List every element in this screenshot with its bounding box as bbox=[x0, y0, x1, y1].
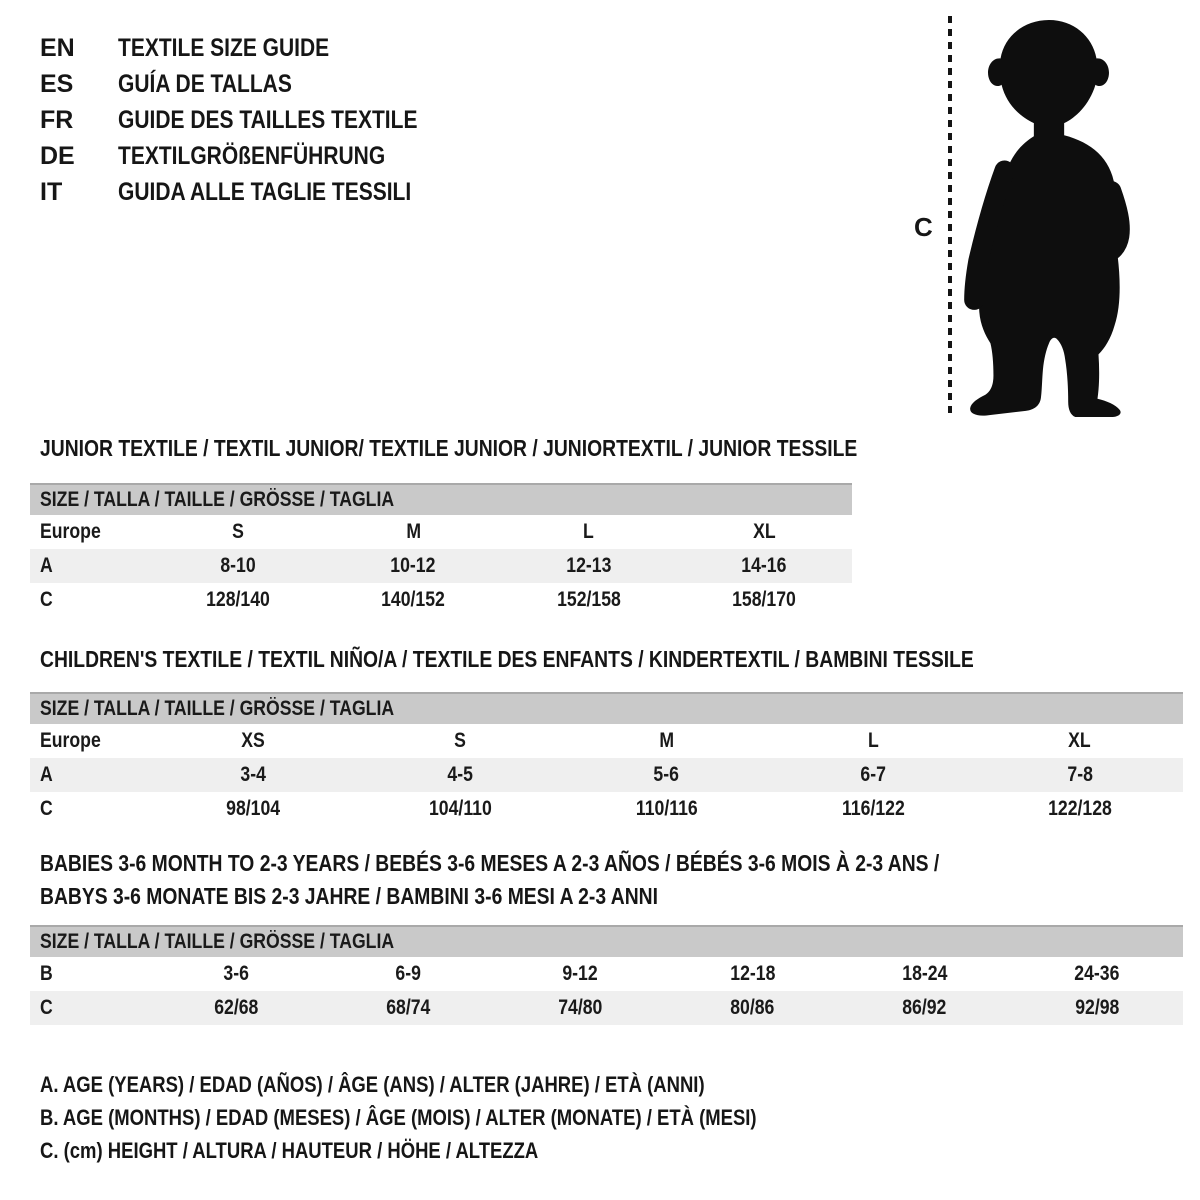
size-cell bbox=[357, 792, 564, 826]
size-cell bbox=[563, 792, 770, 826]
size-cell bbox=[976, 758, 1183, 792]
row-label-cell bbox=[30, 724, 150, 758]
size-value: 4-5 bbox=[447, 763, 473, 786]
size-cell bbox=[770, 758, 977, 792]
children-size-table bbox=[30, 692, 1183, 826]
size-cell bbox=[1011, 957, 1183, 991]
language-code: DE bbox=[40, 141, 75, 170]
size-value: 14-16 bbox=[741, 554, 787, 577]
size-value: 18-24 bbox=[902, 962, 948, 985]
size-value: 7-8 bbox=[1066, 763, 1093, 786]
language-code: EN bbox=[40, 33, 75, 62]
row-label: B bbox=[40, 962, 53, 985]
language-row-es bbox=[40, 66, 475, 102]
row-label: Europe bbox=[40, 729, 101, 752]
size-value: 116/122 bbox=[841, 797, 905, 820]
size-cell bbox=[501, 549, 677, 583]
language-row-de bbox=[40, 138, 475, 174]
language-row-en bbox=[40, 30, 475, 66]
size-value: 128/140 bbox=[205, 588, 270, 611]
legend-text-b: B. AGE (MONTHS) / EDAD (MESES) / ÂGE (MOIS) / ALTER (MONATE) / ETÀ (MESI) bbox=[40, 1104, 757, 1130]
size-cell bbox=[150, 758, 357, 792]
size-value: M bbox=[405, 520, 421, 543]
size-header-text: SIZE / TALLA / TAILLE / GRÖSSE / TAGLIA bbox=[40, 930, 395, 953]
row-label: C bbox=[40, 797, 53, 820]
size-cell bbox=[563, 724, 770, 758]
language-title: GUIDA ALLE TAGLIE TESSILI bbox=[118, 177, 412, 206]
row-label-cell bbox=[30, 549, 150, 583]
size-value: 140/152 bbox=[381, 588, 446, 611]
children-section-title-text: CHILDREN'S TEXTILE / TEXTIL NIÑO/A / TEXTILE DES ENFANTS / KINDERTEXTIL / BAMBINI TESSILE bbox=[40, 646, 974, 672]
size-value: S bbox=[453, 729, 466, 752]
row-label-cell bbox=[30, 515, 150, 549]
size-value: 8-10 bbox=[220, 554, 256, 577]
language-row-fr bbox=[40, 102, 475, 138]
table-row-height bbox=[30, 792, 1183, 826]
size-value: 12-18 bbox=[729, 962, 776, 985]
size-value: 104/110 bbox=[428, 797, 492, 820]
table-row-europe bbox=[30, 515, 852, 549]
size-value: 110/116 bbox=[635, 797, 698, 820]
children-section-title bbox=[40, 646, 1152, 672]
size-cell bbox=[501, 515, 677, 549]
babies-section-title-text2: BABYS 3-6 MONATE BIS 2-3 JAHRE / BAMBINI 3-6 MESI A 2-3 ANNI bbox=[40, 883, 658, 909]
row-label-cell bbox=[30, 758, 150, 792]
size-cell bbox=[563, 758, 770, 792]
size-value: L bbox=[583, 520, 595, 543]
size-value: 3-6 bbox=[223, 962, 249, 985]
table-header-row bbox=[30, 693, 1183, 724]
junior-section-title-text: JUNIOR TEXTILE / TEXTIL JUNIOR/ TEXTILE JUNIOR / JUNIORTEXTIL / JUNIOR TESSILE bbox=[40, 435, 858, 461]
size-cell bbox=[677, 583, 853, 617]
size-cell bbox=[322, 957, 494, 991]
table-row-height bbox=[30, 991, 1183, 1025]
size-value: 24-36 bbox=[1074, 962, 1120, 985]
size-value: 10-12 bbox=[390, 554, 436, 577]
legend-line-a bbox=[40, 1068, 893, 1101]
size-cell bbox=[976, 724, 1183, 758]
size-value: S bbox=[231, 520, 244, 543]
size-cell bbox=[326, 515, 502, 549]
size-cell bbox=[677, 549, 853, 583]
language-code: FR bbox=[40, 105, 74, 134]
size-header-cell bbox=[30, 693, 1183, 724]
legend-line-c bbox=[40, 1134, 893, 1167]
height-dashed-line bbox=[948, 16, 952, 416]
size-cell bbox=[666, 957, 838, 991]
babies-section-title-line1 bbox=[40, 850, 1111, 876]
language-title: GUÍA DE TALLAS bbox=[118, 69, 292, 98]
legend-text-a: A. AGE (YEARS) / EDAD (AÑOS) / ÂGE (ANS) / ALTER (JAHRE) / ETÀ (ANNI) bbox=[40, 1071, 705, 1097]
size-value: 5-6 bbox=[653, 763, 680, 786]
size-cell bbox=[1011, 991, 1183, 1025]
size-cell bbox=[677, 515, 853, 549]
size-value: 74/80 bbox=[558, 996, 603, 1019]
size-value: 3-4 bbox=[240, 763, 267, 786]
language-title: GUIDE DES TAILLES TEXTILE bbox=[118, 105, 418, 134]
size-cell bbox=[501, 583, 677, 617]
row-label: Europe bbox=[40, 520, 101, 543]
size-cell bbox=[770, 792, 977, 826]
size-value: 122/128 bbox=[1047, 797, 1112, 820]
size-cell bbox=[976, 792, 1183, 826]
row-label-cell bbox=[30, 792, 150, 826]
size-cell bbox=[839, 957, 1011, 991]
size-value: 6-7 bbox=[860, 763, 886, 786]
row-label-cell bbox=[30, 957, 150, 991]
size-value: XL bbox=[1068, 729, 1091, 752]
babies-section-title-text1: BABIES 3-6 MONTH TO 2-3 YEARS / BEBÉS 3-6 MESES A 2-3 AÑOS / BÉBÉS 3-6 MOIS À 2-3 ANS / bbox=[40, 850, 940, 876]
size-header-cell bbox=[30, 484, 852, 515]
size-cell bbox=[150, 583, 326, 617]
language-row-it bbox=[40, 174, 475, 210]
size-value: 158/170 bbox=[732, 588, 797, 611]
size-value: 98/104 bbox=[226, 797, 281, 820]
legend bbox=[40, 1068, 893, 1167]
height-measure-label: C bbox=[914, 212, 933, 242]
size-cell bbox=[326, 549, 502, 583]
size-cell bbox=[770, 724, 977, 758]
table-row-europe bbox=[30, 724, 1183, 758]
size-header-text: SIZE / TALLA / TAILLE / GRÖSSE / TAGLIA bbox=[40, 697, 395, 720]
size-cell bbox=[322, 991, 494, 1025]
size-cell bbox=[357, 758, 564, 792]
size-value: 152/158 bbox=[556, 588, 621, 611]
row-label-cell bbox=[30, 991, 150, 1025]
size-value: XS bbox=[241, 729, 266, 752]
table-row-age bbox=[30, 758, 1183, 792]
size-value: 12-13 bbox=[566, 554, 612, 577]
babies-section-title-line2 bbox=[40, 883, 776, 909]
size-value: L bbox=[867, 729, 879, 752]
babies-size-table bbox=[30, 925, 1183, 1025]
size-header-text: SIZE / TALLA / TAILLE / GRÖSSE / TAGLIA bbox=[40, 488, 395, 511]
size-value: XL bbox=[752, 520, 776, 543]
size-cell bbox=[150, 991, 322, 1025]
language-list bbox=[40, 30, 475, 210]
language-title: TEXTILE SIZE GUIDE bbox=[118, 33, 330, 62]
language-code: IT bbox=[40, 177, 63, 206]
size-cell bbox=[150, 792, 357, 826]
size-cell bbox=[839, 991, 1011, 1025]
size-cell bbox=[326, 583, 502, 617]
row-label: C bbox=[40, 996, 53, 1019]
size-cell bbox=[666, 991, 838, 1025]
size-value: M bbox=[659, 729, 674, 752]
junior-size-table bbox=[30, 483, 852, 617]
legend-text-c: C. (cm) HEIGHT / ALTURA / HAUTEUR / HÖHE / ALTEZZA bbox=[40, 1137, 539, 1163]
size-value: 68/74 bbox=[386, 996, 431, 1019]
row-label: A bbox=[40, 763, 53, 786]
size-value: 9-12 bbox=[562, 962, 599, 985]
size-value: 92/98 bbox=[1074, 996, 1119, 1019]
table-header-row bbox=[30, 484, 852, 515]
legend-line-b bbox=[40, 1101, 893, 1134]
size-cell bbox=[150, 957, 322, 991]
language-code: ES bbox=[40, 69, 74, 98]
size-cell bbox=[494, 957, 666, 991]
size-cell bbox=[494, 991, 666, 1025]
table-header-row bbox=[30, 926, 1183, 957]
size-value: 86/92 bbox=[902, 996, 947, 1019]
size-value: 80/86 bbox=[730, 996, 775, 1019]
row-label: C bbox=[40, 588, 53, 611]
size-cell bbox=[150, 724, 357, 758]
table-row-age bbox=[30, 549, 852, 583]
size-cell bbox=[150, 549, 326, 583]
row-label-cell bbox=[30, 583, 150, 617]
row-label: A bbox=[40, 554, 53, 577]
toddler-silhouette-icon bbox=[960, 14, 1137, 418]
junior-section-title bbox=[40, 435, 1013, 461]
size-cell bbox=[150, 515, 326, 549]
size-header-cell bbox=[30, 926, 1183, 957]
size-cell bbox=[357, 724, 564, 758]
size-value: 62/68 bbox=[214, 996, 259, 1019]
table-row-months bbox=[30, 957, 1183, 991]
size-value: 6-9 bbox=[395, 962, 421, 985]
language-title: TEXTILGRÖßENFÜHRUNG bbox=[118, 141, 386, 170]
table-row-height bbox=[30, 583, 852, 617]
